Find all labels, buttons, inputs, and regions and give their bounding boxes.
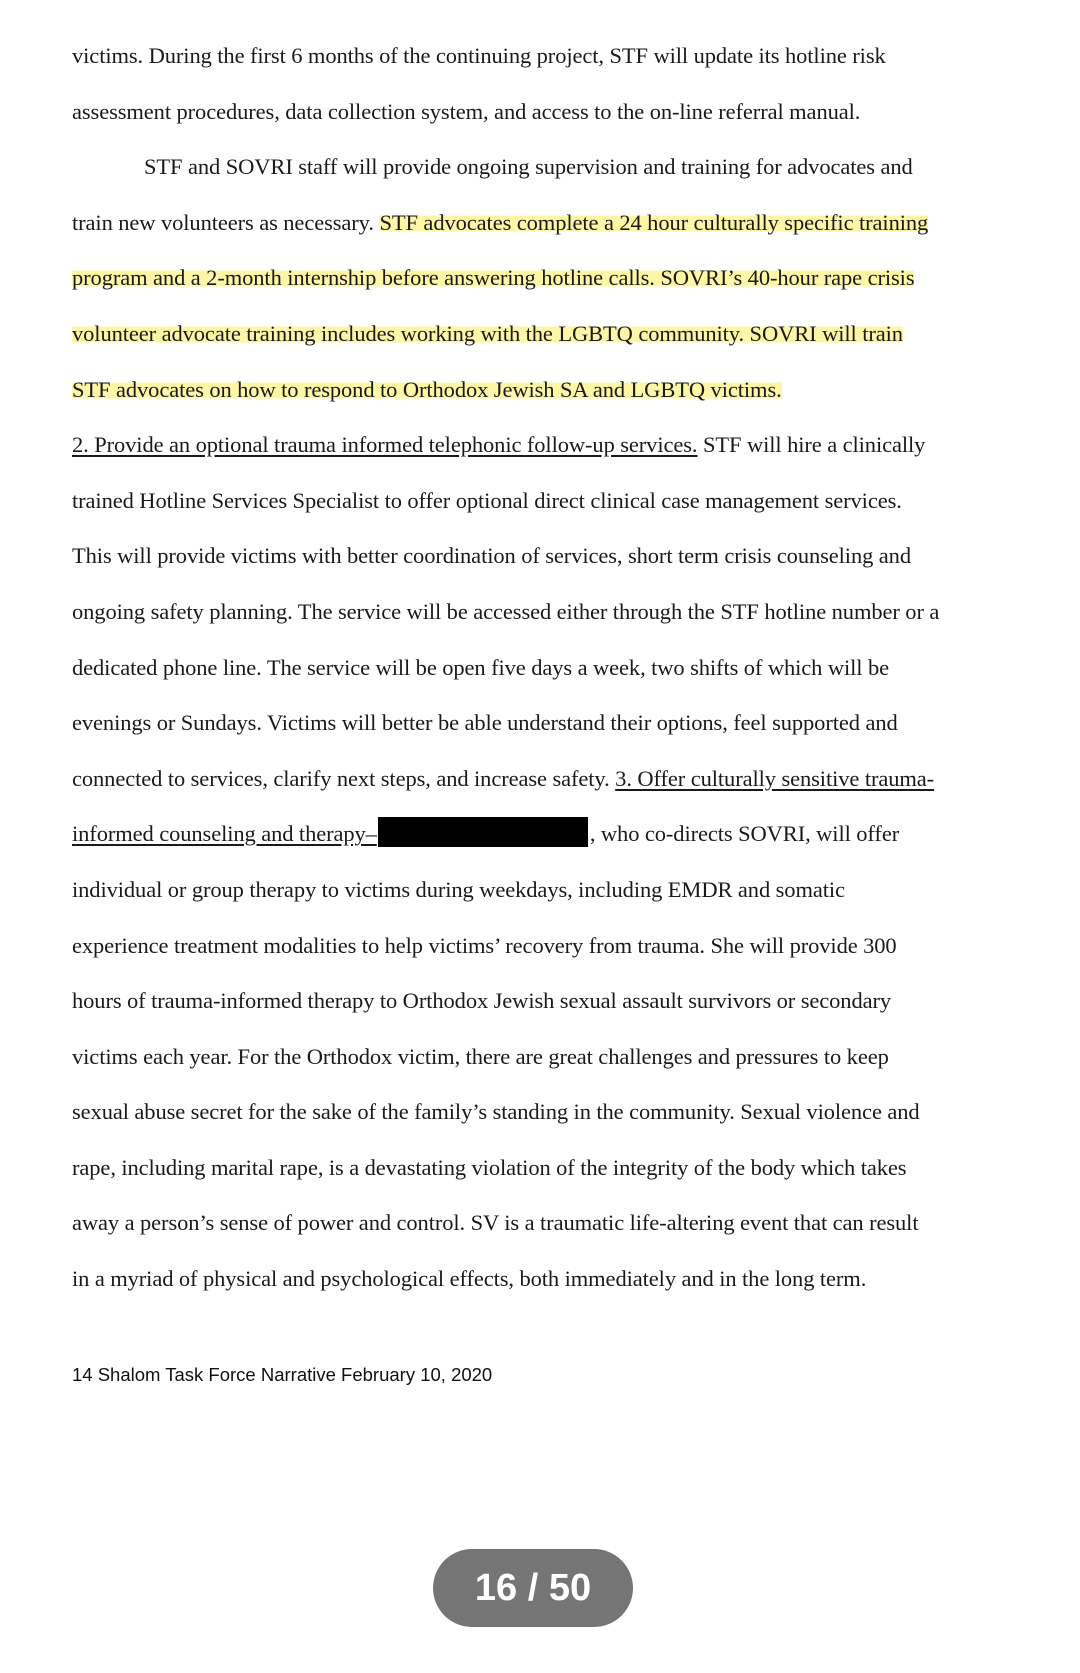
paragraph-start: STF and SOVRI staff will provide ongoing supervision and training for advocates and — [144, 154, 913, 180]
text-line: informed counseling and therapy– , who co-directs SOVRI, will offer — [72, 806, 1032, 862]
text-line: connected to services, clarify next steps, and increase safety. 3. Offer culturally sensitive trauma- — [72, 765, 935, 791]
text-line — [72, 362, 1032, 418]
section-heading-3-continued: informed counseling and therapy– — [72, 821, 377, 847]
text-line: This will provide victims with better coordination of services, short term crisis counseling and — [72, 543, 911, 569]
text-line: train new volunteers as necessary. STF advocates complete a 24 hour culturally specific training — [72, 209, 929, 235]
text-line: sexual abuse secret for the sake of the family’s standing in the community. Sexual violence and — [72, 1099, 920, 1125]
text-line: dedicated phone line. The service will be open five days a week, two shifts of which will be — [72, 654, 890, 680]
text-line: evenings or Sundays. Victims will better be able understand their options, feel supported and — [72, 710, 898, 736]
text-line: away a person’s sense of power and control. SV is a traumatic life-altering event that can result — [72, 1210, 919, 1236]
section-heading-3: 3. Offer culturally sensitive trauma- — [615, 765, 935, 791]
highlighted-text: STF advocates complete a 24 hour culturally specific training — [379, 209, 929, 235]
section-heading-2: 2. Provide an optional trauma informed telephonic follow-up services. — [72, 432, 698, 458]
highlighted-text: program and a 2-month internship before answering hotline calls. SOVRI’s 40-hour rape crisis — [72, 265, 915, 291]
document-body — [72, 28, 1032, 1307]
text-line: ongoing safety planning. The service will be accessed either through the STF hotline number or a — [72, 598, 940, 624]
text-line: hours of trauma-informed therapy to Orthodox Jewish sexual assault survivors or secondary — [72, 988, 892, 1014]
text-line: trained Hotline Services Specialist to offer optional direct clinical case management services. — [72, 487, 902, 513]
page-indicator[interactable]: 16 / 50 — [433, 1549, 633, 1627]
text-line: rape, including marital rape, is a devastating violation of the integrity of the body which takes — [72, 1154, 907, 1180]
text-line: individual or group therapy to victims during weekdays, including EMDR and somatic — [72, 876, 845, 902]
text-line — [72, 250, 1032, 306]
highlighted-text: volunteer advocate training includes working with the LGBTQ community. SOVRI will train — [72, 320, 903, 346]
text-line: 2. Provide an optional trauma informed telephonic follow-up services. STF will hire a clinically — [72, 432, 926, 458]
text-line: victims. During the first 6 months of the continuing project, STF will update its hotline risk — [72, 43, 886, 68]
highlighted-text: STF advocates on how to respond to Orthodox Jewish SA and LGBTQ victims. — [72, 376, 782, 402]
text-line: victims each year. For the Orthodox victim, there are great challenges and pressures to keep — [72, 1043, 889, 1069]
text-line: assessment procedures, data collection system, and access to the on-line referral manual. — [72, 98, 861, 124]
page-footer: 14 Shalom Task Force Narrative February 10, 2020 — [72, 1364, 493, 1385]
text-line: experience treatment modalities to help victims’ recovery from trauma. She will provide 300 — [72, 932, 897, 958]
text-line: in a myriad of physical and psychological effects, both immediately and in the long term. — [72, 1266, 867, 1292]
redaction-box — [378, 817, 588, 847]
text-line — [72, 306, 1032, 362]
